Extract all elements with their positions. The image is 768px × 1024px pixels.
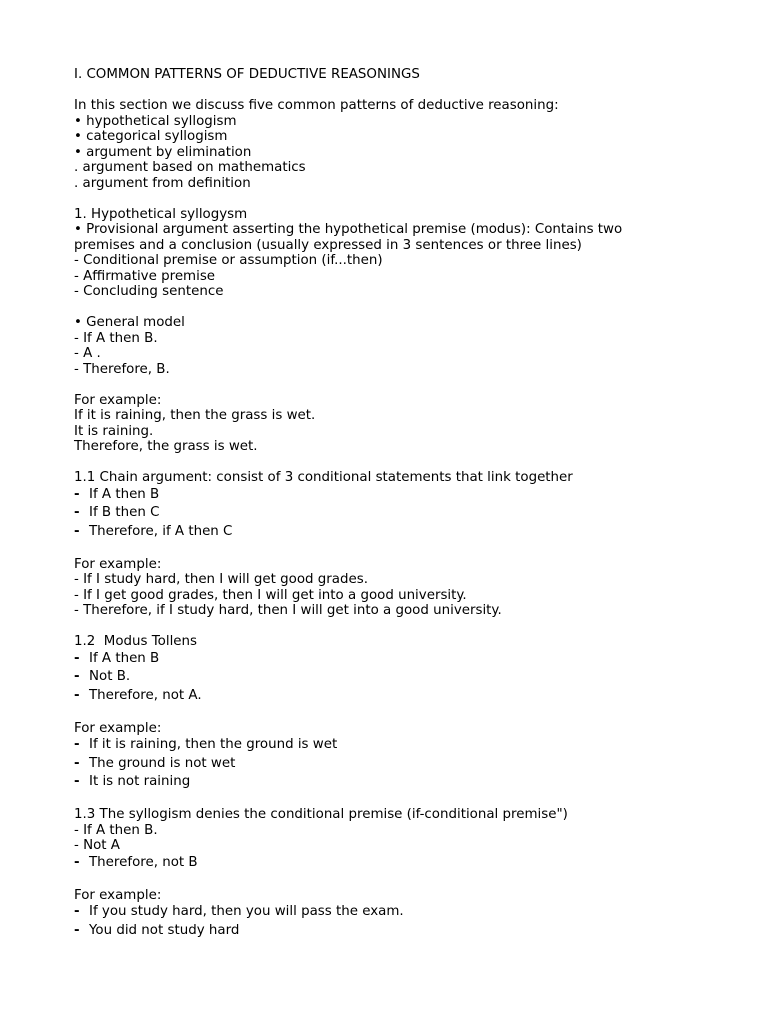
example-heading: For example:: [74, 392, 162, 408]
example-line: It is raining.: [74, 423, 154, 439]
dash-bullet: -: [74, 774, 80, 789]
dash-bullet: -: [74, 669, 80, 684]
list-item-text: It is not raining: [89, 774, 191, 789]
example-line: Therefore, the grass is wet.: [74, 439, 258, 454]
list-item: [74, 687, 768, 706]
example-line: - If I study hard, then I will get good grades.: [74, 572, 368, 587]
list-item-text: The ground is not wet: [89, 755, 236, 771]
list-item: [74, 854, 768, 873]
dash-list: [74, 903, 768, 940]
list-item: [74, 903, 768, 922]
dash-bullet: -: [74, 650, 80, 666]
intro-lead: In this section we discuss five common patterns of deductive reasoning:: [74, 98, 559, 113]
model-line: - A .: [74, 346, 101, 361]
dash-bullet: -: [74, 755, 80, 771]
section-heading: 1.3 The syllogism denies the conditional premise (if-conditional premise"): [74, 807, 568, 822]
example-line: - Therefore, if I study hard, then I will get into a good university.: [74, 603, 502, 618]
dash-list: [74, 736, 768, 792]
list-item-text: If it is raining, then the ground is wet: [89, 737, 338, 752]
list-item: [74, 736, 768, 755]
document-title: I. COMMON PATTERNS OF DEDUCTIVE REASONINGS: [74, 67, 420, 82]
spacer: [74, 455, 768, 471]
list-item-text: Therefore, not B: [89, 854, 198, 870]
dash-bullet: -: [74, 486, 80, 502]
dash-list: [74, 854, 768, 873]
example-heading: For example:: [74, 720, 162, 736]
dash-bullet: -: [74, 922, 80, 938]
list-item-text: If A then B: [89, 650, 160, 666]
model-line: - If A then B.: [74, 330, 158, 346]
list-item: [74, 922, 768, 941]
section-line: - Affirmative premise: [74, 268, 216, 284]
dash-list: [74, 486, 768, 542]
dash-list: [74, 650, 768, 706]
spacer: [74, 872, 768, 888]
intro-item: • argument by elimination: [74, 144, 252, 160]
section-heading: 1.2 Modus Tollens: [74, 634, 198, 649]
example-line: - If I get good grades, then I will get into a good university.: [74, 587, 467, 603]
example-line: If it is raining, then the grass is wet.: [74, 408, 316, 423]
list-item-text: You did not study hard: [89, 922, 240, 938]
list-item: [74, 504, 768, 523]
list-item-text: If A then B: [89, 486, 160, 502]
spacer: [74, 83, 768, 99]
section-line: • Provisional argument asserting the hypothetical premise (modus): Contains two: [74, 222, 623, 237]
list-item-text: Therefore, not A.: [89, 687, 202, 703]
intro-item: • hypothetical syllogism: [74, 113, 237, 129]
model-heading: • General model: [74, 315, 185, 330]
section-line: - Concluding sentence: [74, 284, 224, 299]
example-heading: For example:: [74, 887, 162, 903]
intro-item: . argument based on mathematics: [74, 160, 306, 175]
section-line: - If A then B.: [74, 822, 158, 838]
spacer: [74, 300, 768, 316]
list-item: [74, 523, 768, 542]
spacer: [74, 619, 768, 635]
list-item-text: If B then C: [89, 505, 160, 520]
list-item: [74, 668, 768, 687]
section-line: premises and a conclusion (usually expressed in 3 sentences or three lines): [74, 237, 582, 253]
section-heading: 1. Hypothetical syllogysm: [74, 206, 248, 222]
intro-item: • categorical syllogism: [74, 129, 228, 144]
spacer: [74, 705, 768, 721]
example-heading: For example:: [74, 556, 162, 572]
intro-item: . argument from definition: [74, 175, 251, 191]
dash-bullet: -: [74, 687, 80, 703]
section-heading: 1.1 Chain argument: consist of 3 conditional statements that link together: [74, 470, 573, 485]
list-item: [74, 755, 768, 774]
spacer: [74, 377, 768, 393]
section-line: - Not A: [74, 838, 120, 853]
dash-bullet: -: [74, 904, 80, 919]
dash-bullet: -: [74, 523, 80, 539]
list-item: [74, 486, 768, 505]
dash-bullet: -: [74, 737, 80, 752]
section-line: - Conditional premise or assumption (if...then): [74, 253, 383, 268]
list-item-text: Therefore, if A then C: [89, 523, 233, 539]
dash-bullet: -: [74, 854, 80, 870]
list-item-text: If you study hard, then you will pass the exam.: [89, 904, 404, 919]
spacer: [74, 541, 768, 557]
dash-bullet: -: [74, 505, 80, 520]
list-item: [74, 650, 768, 669]
list-item-text: Not B.: [89, 669, 131, 684]
model-line: - Therefore, B.: [74, 361, 170, 377]
spacer: [74, 792, 768, 808]
spacer: [74, 191, 768, 207]
list-item: [74, 773, 768, 792]
